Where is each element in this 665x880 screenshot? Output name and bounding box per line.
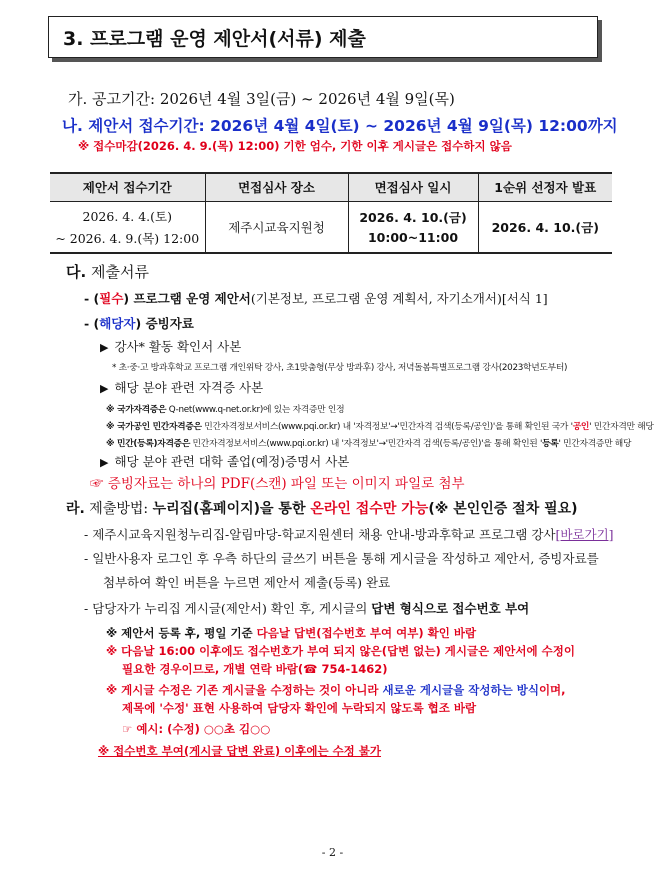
ra-heading <box>66 498 578 518</box>
schedule-table <box>50 172 612 254</box>
deadline-note: ※ 접수마감(2026. 4. 9.(목) 12:00) 기한 엄수, 기한 이후 게시글은 접수하지 않음 <box>78 139 512 153</box>
ra-label: 라. <box>66 501 85 517</box>
ga-text: 공고기간: 2026년 4월 3일(금) ~ 2026년 4월 9일(목) <box>92 90 455 108</box>
l3-bold: 답변 형식으로 접수번호 부여 <box>371 601 530 616</box>
da-heading <box>66 261 149 282</box>
header-datetime: 면접심사 일시 <box>348 173 478 201</box>
item2-prefix: - ( <box>84 316 100 331</box>
method-line-2a: - 일반사용자 로그인 후 우측 하단의 글쓰기 버튼을 통해 게시글을 작성하고 제안서, 증빙자료를 <box>84 551 599 566</box>
method-line-2b: 첨부하여 확인 버튼을 누르면 제안서 제출(등록) 완료 <box>103 575 391 590</box>
cell-place: 제주시교육지원청 <box>205 201 348 253</box>
method-line-1 <box>84 525 614 543</box>
item-required <box>84 289 548 307</box>
l3-text: - 담당자가 누리집 게시글(제안서) 확인 후, 게시글의 <box>84 601 372 616</box>
cert2-end: ' 민간자격만 해당 <box>589 422 654 432</box>
ga-label: 가. <box>68 90 88 108</box>
section-title: 3. 프로그램 운영 제안서(서류) 제출 <box>48 16 598 58</box>
cert3-end: ' 민간자격증만 해당 <box>558 439 632 449</box>
n3a-end: 이며, <box>538 683 566 697</box>
interview-date: 2026. 4. 10.(금) <box>359 210 467 226</box>
pdf-note: ☞ 증빙자료는 하나의 PDF(스캔) 파일 또는 이미지 파일로 첨부 <box>90 476 465 492</box>
note-2b: 필요한 경우이므로, 개별 연락 바람(☎ 754-1462) <box>122 662 388 676</box>
sub1-note: * 초·중·고 방과후학교 프로그램 개인위탁 강사, 초1맞춤형(무상 방과후) 강사, 저녁돌봄특별프로그램 강사(2023학년도부터) <box>112 363 568 373</box>
cert3-bold: ※ 민간(등록)자격증은 <box>106 439 191 449</box>
cert3-mid: 민간자격정보서비스(www.pqi.or.kr) 내 '자격정보'→'민간자격 검색(등록/공인)'을 통해 확인된 ' <box>190 439 543 449</box>
ra-lead: 제출방법: <box>89 501 153 517</box>
n1-red: 다음날 답변(접수번호 부여 여부) 확인 바람 <box>256 626 477 640</box>
cert-note-3 <box>106 436 631 449</box>
note-3b: 제목에 '수정' 표현 사용하여 담당자 확인에 누락되지 않도록 협조 바람 <box>122 701 477 715</box>
sub2-text: 해당 분야 관련 자격증 사본 <box>114 380 264 395</box>
note-3c: ☞ 예시: (수정) ○○초 김○○ <box>122 722 271 736</box>
da-title: 제출서류 <box>90 263 149 281</box>
cell-announce: 2026. 4. 10.(금) <box>478 201 612 253</box>
sub-item-2 <box>100 378 263 396</box>
sub-item-3 <box>100 452 349 470</box>
page-number: - 2 - <box>321 846 344 859</box>
schedule-header-row <box>50 173 612 201</box>
triangle-icon: ▶ <box>100 341 109 354</box>
cert-note-2 <box>106 419 654 432</box>
note-1 <box>106 625 476 641</box>
header-period: 제안서 접수기간 <box>50 173 205 201</box>
header-announce: 1순위 선정자 발표 <box>478 173 612 201</box>
n3a-blue: 새로운 게시글을 작성하는 방식 <box>382 683 539 697</box>
ra-bold1: 누리집(홈페이지)을 통한 <box>152 501 311 517</box>
n1-black: ※ 제안서 등록 후, 평일 기준 <box>106 626 257 640</box>
shortcut-link[interactable]: [바로가기] <box>555 527 614 542</box>
ra-bold2: (※ 본인인증 절차 필요) <box>428 501 578 517</box>
ra-red1: 온라인 접수만 가능 <box>310 501 429 517</box>
sub1-text: 강사* 활동 확인서 사본 <box>114 339 242 354</box>
sub-item-1 <box>100 337 241 355</box>
item1-required: 필수 <box>99 291 124 306</box>
l1-text: - 제주시교육지원청누리집-알림마당-학교지원센터 채용 안내-방과후학교 프로그램 강사 <box>84 527 556 542</box>
da-label: 다. <box>66 263 87 281</box>
item2-bold: ) 증빙자료 <box>135 316 194 331</box>
header-place: 면접심사 장소 <box>205 173 348 201</box>
note-4: ※ 접수번호 부여(게시글 답변 완료) 이후에는 수정 불가 <box>98 744 382 758</box>
method-line-3 <box>84 599 529 617</box>
cert2-mid: 민간자격정보서비스(www.pqi.or.kr) 내 '자격정보'→'민간자격 검색(등록/공인)'을 통해 확인된 국가 ' <box>201 422 573 432</box>
cert2-bold: ※ 국가공인 민간자격증은 <box>106 422 202 432</box>
item1-prefix: - ( <box>84 291 100 306</box>
cert-note-1 <box>106 402 344 415</box>
item-optional <box>84 314 194 332</box>
cert1-bold: ※ 국가자격증은 <box>106 405 167 415</box>
submission-period: 나. 제안서 접수기간: 2026년 4월 4일(토) ~ 2026년 4월 9일(목) 12:00까지 <box>62 117 618 135</box>
cert2-red: 공인 <box>572 422 590 432</box>
item2-tag: 해당자 <box>99 316 136 331</box>
triangle-icon: ▶ <box>100 382 109 395</box>
cert3-b2: 등록 <box>542 439 559 449</box>
sub3-text: 해당 분야 관련 대학 졸업(예정)증명서 사본 <box>114 454 350 469</box>
note-3a <box>106 682 566 698</box>
period-end: ~ 2026. 4. 9.(목) 12:00 <box>55 230 200 246</box>
cert1-rest: Q-net(www.q-net.or.kr)에 있는 자격증만 인정 <box>166 405 345 415</box>
n3a-red: ※ 게시글 수정은 기존 게시글을 수정하는 것이 아니라 <box>106 683 383 697</box>
note-2a: ※ 다음날 16:00 이후에도 접수번호가 부여 되지 않은(답변 없는) 게시글은 제안서에 수정이 <box>106 644 575 658</box>
item1-bold: ) 프로그램 운영 제안서 <box>123 291 251 306</box>
announcement-period <box>68 88 455 109</box>
cell-datetime <box>348 201 478 253</box>
interview-time: 10:00~11:00 <box>367 230 459 246</box>
schedule-row <box>50 201 612 253</box>
period-start: 2026. 4. 4.(토) <box>82 208 172 224</box>
triangle-icon: ▶ <box>100 456 109 469</box>
item1-rest: (기본정보, 프로그램 운영 계획서, 자기소개서)[서식 1] <box>250 291 548 306</box>
cell-period <box>50 201 205 253</box>
